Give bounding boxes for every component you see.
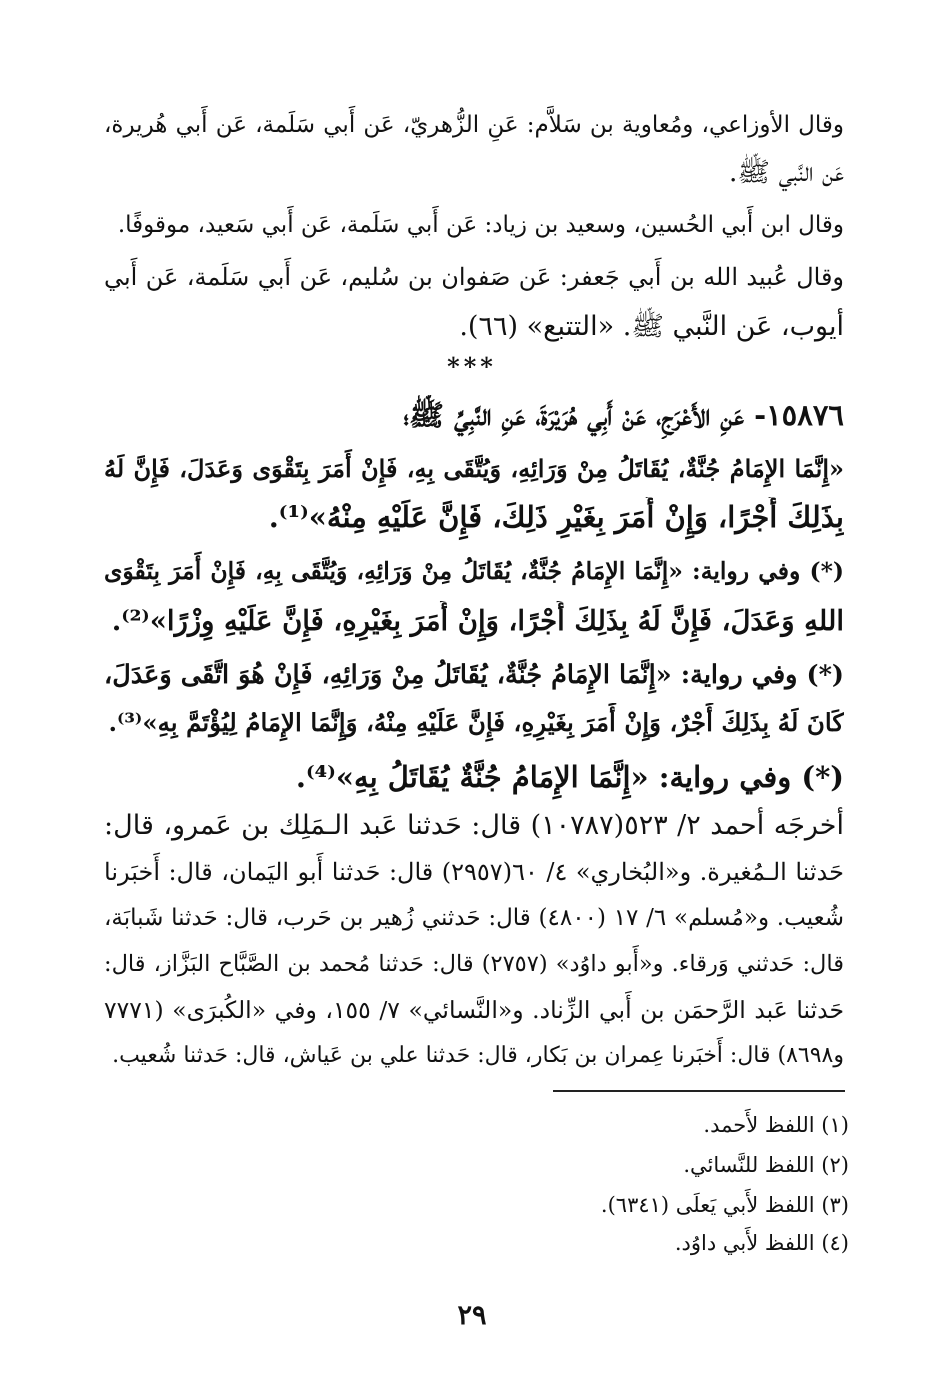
footnote-item: (١) اللفظ لأَحمد. <box>703 1113 849 1137</box>
hadith-line: (*) وفي رواية: «إِنَّمَا الإِمَامُ جُنَّةٌ، يُقَاتَلُ مِنْ وَرَائِهِ، وَيُتَّقَى بِهِ، فَإِنْ أَمَرَ بِتَقْوَى <box>104 557 844 585</box>
takhrij-line: حَدثنا عَبد الرَّحمَن بن أَبي الزِّناد. و«النَّسائي» ٧/ ١٥٥، وفي «الكُبرَى» (٧٧٧١ <box>104 996 844 1024</box>
section-separator: *** <box>447 352 497 381</box>
hadith-line: (*) وفي رواية: «إِنَّمَا الإِمَامُ جُنَّةٌ، يُقَاتَلُ مِنْ وَرَائِهِ، فَإِنْ هُوَ اتَّقَى وَعَدَلَ، <box>104 660 844 690</box>
footnote-item: (٢) اللفظ للنَّسائي. <box>683 1153 849 1177</box>
takhrij-line: و٨٦٩٨) قال: أَخبَرنا عِمران بن بَكار، قال: حَدثنا علي بن عَياش، قال: حَدثنا شُعيب. <box>112 1043 844 1068</box>
narration-line: وقال الأوزاعي، ومُعاوية بن سَلاَّم: عَنِ الزُّهريّ، عَن أَبي سَلَمة، عَن أَبي هُريرة، <box>104 112 844 138</box>
hadith-line: (*) وفي رواية: «إِنَّمَا الإِمَامُ جُنَّةٌ يُقَاتَلُ بِهِ»⁽⁴⁾. <box>295 760 844 794</box>
narration-line: وقال عُبيد الله بن أَبي جَعفر: عَن صَفوان بن سُليم، عَن أَبي سَلَمة، عَن أَبي <box>104 263 844 291</box>
hadith-line: اللهِ وَعَدَلَ، فَإِنَّ لَهُ بِذَلِكَ أَجْرًا، وَإِنْ أَمَرَ بِغَيْرِهِ، فَإِنَّ عَلَيْهِ وِزْرًا»⁽²⁾. <box>111 605 844 637</box>
hadith-line: ١٥٨٧٦- عَنِ الأَعْرَجِ، عَنْ أَبِي هُرَيْرَةَ، عَنِ النَّبِيِّ ﷺ؛ <box>403 398 844 432</box>
footnote-divider <box>553 1090 845 1092</box>
footnote-item: (٣) اللفظ لأَبي يَعلَى (٦٣٤١). <box>600 1193 849 1217</box>
hadith-line: كَانَ لَهُ بِذَلِكَ أَجْرٌ، وَإِنْ أَمَرَ بِغَيْرِهِ، فَإِنَّ عَلَيْهِ مِنْهُ، وَإِنَّمَا الإِمَامُ لِيُؤْتَمَّ بِهِ»⁽³⁾. <box>108 708 844 737</box>
hadith-line: بِذَلِكَ أَجْرًا، وَإِنْ أَمَرَ بِغَيْرِ ذَلِكَ، فَإِنَّ عَلَيْهِ مِنْهُ»⁽¹⁾. <box>268 500 844 534</box>
narration-line: عَن النَّبي ﷺ. <box>728 157 844 188</box>
footnote-item: (٤) اللفظ لأَبي داوُد. <box>674 1231 849 1255</box>
hadith-line: «إِنَّمَا الإِمَامُ جُنَّةٌ، يُقَاتَلُ مِنْ وَرَائِهِ، وَيُتَّقَى بِهِ، فَإِنْ أَمَرَ بِتَقْوَى وَعَدَلَ، فَإِنَّ لَهُ <box>104 454 844 483</box>
page-number: ٢٩ <box>457 1300 487 1331</box>
takhrij-line: شُعيب. و«مُسلم» ٦/ ١٧ (٤٨٠٠) قال: حَدثني زُهير بن حَرب، قال: حَدثنا شَبابَة، <box>104 905 844 931</box>
narration-line: وقال ابن أَبي الحُسين، وسعيد بن زياد: عَن أَبي سَلَمة، عَن أَبي سَعيد، موقوفًا. <box>117 212 844 238</box>
takhrij-line: أخرجَه أحمد ٢/ ٥٢٣(١٠٧٨٧) قال: حَدثنا عَبد الـمَلِك بن عَمرو، قال: <box>104 810 844 841</box>
takhrij-line: حَدثنا الـمُغيرة. و«البُخاري» ٤/ ٦٠(٢٩٥٧) قال: حَدثنا أَبو اليَمان، قال: أَخبَرنا <box>104 858 844 886</box>
takhrij-line: قال: حَدثني وَرقاء. و«أَبو داوُد» (٢٧٥٧) قال: حَدثنا مُحمد بن الصَّبَّاح البَزَّاز، قال: <box>104 951 844 977</box>
narration-line: أيوب، عَن النَّبي ﷺ. «التتبع» (٦٦). <box>459 311 844 342</box>
